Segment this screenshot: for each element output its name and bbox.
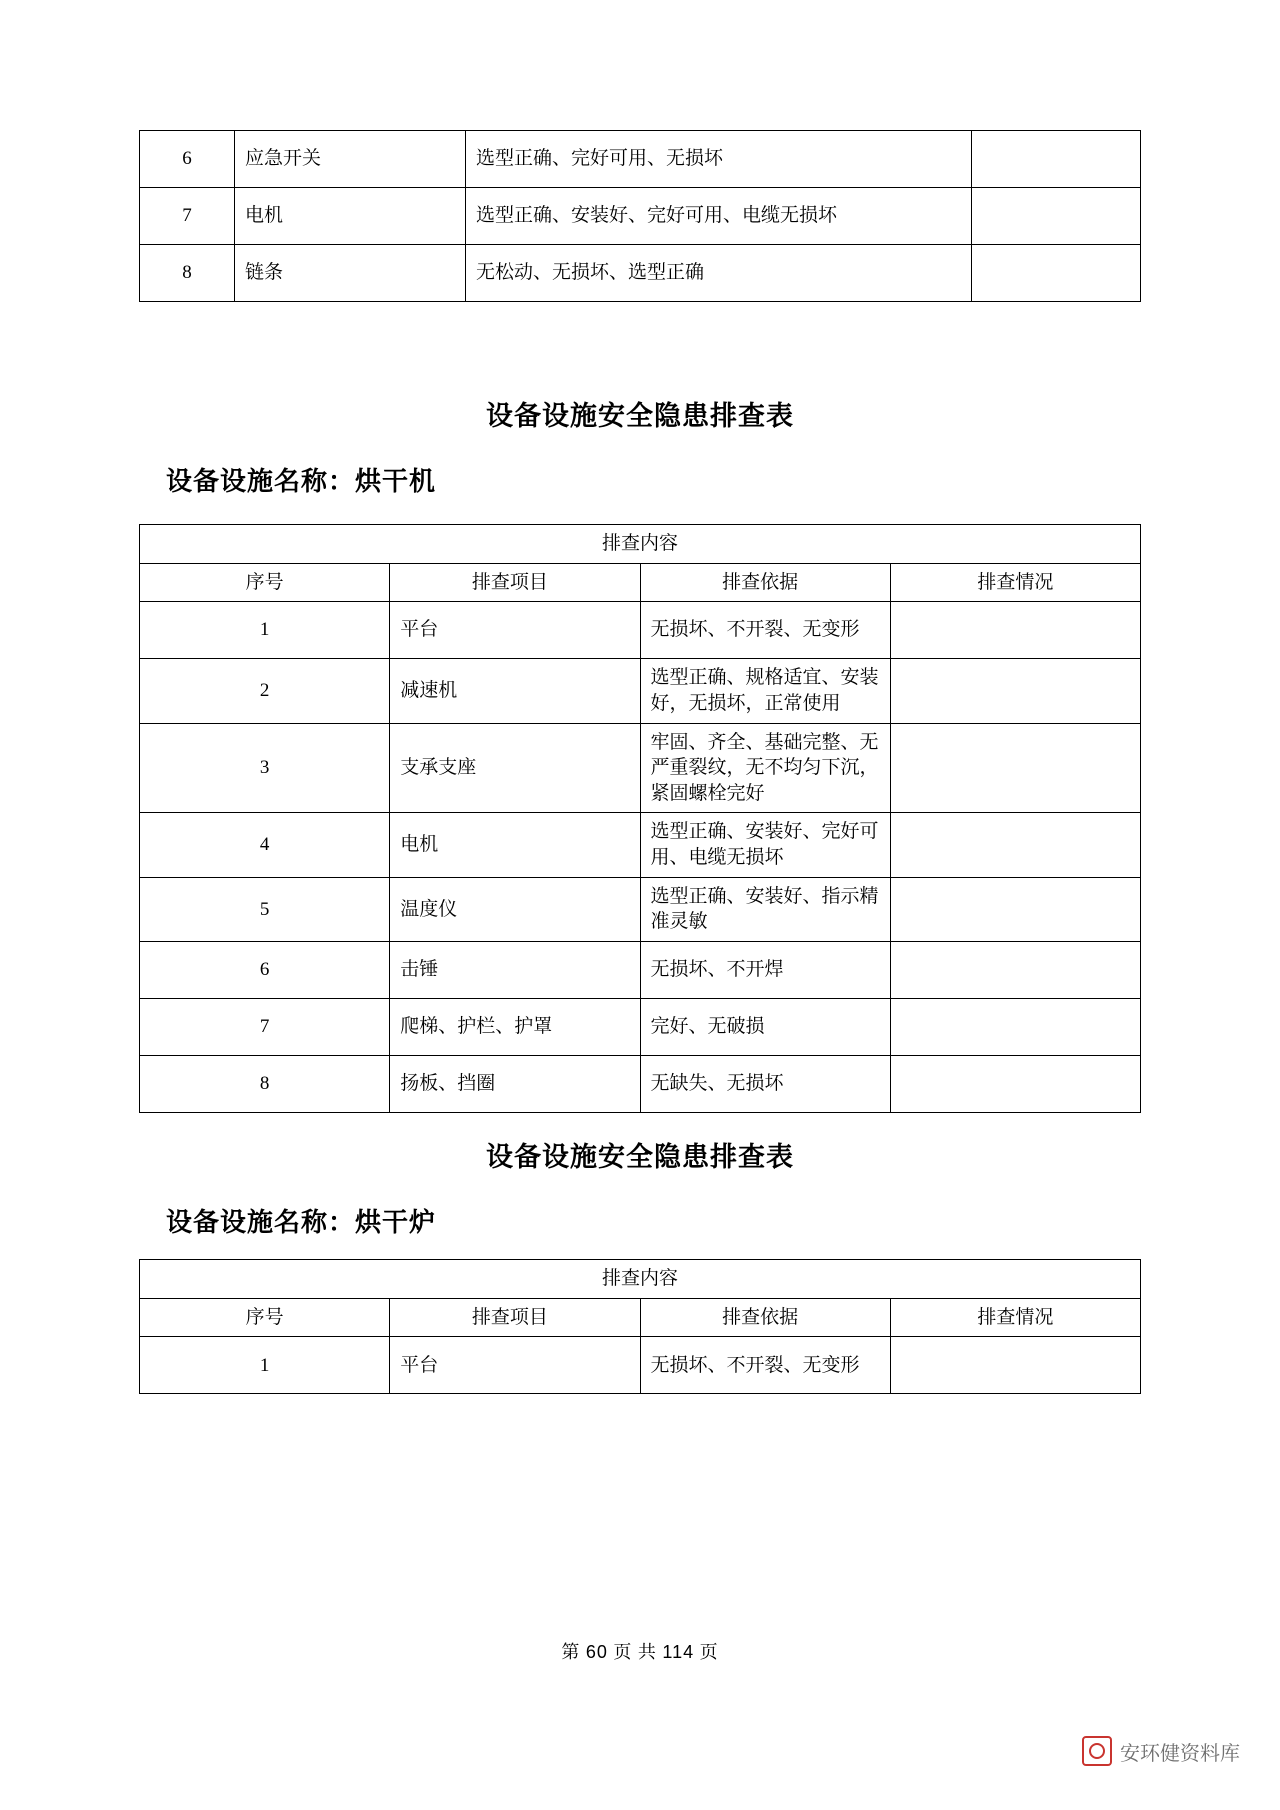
table-header-span-row: [140, 1260, 1141, 1299]
row-result: [972, 131, 1141, 188]
row-no: 5: [140, 877, 390, 941]
row-item: 电机: [235, 188, 466, 245]
row-basis: 完好、无破损: [640, 999, 890, 1056]
row-basis: 无松动、无损坏、选型正确: [466, 245, 972, 302]
row-result: [890, 942, 1140, 999]
column-header-no: 序号: [140, 563, 390, 602]
table-header-span-row: [140, 525, 1141, 564]
row-basis: 无损坏、不开焊: [640, 942, 890, 999]
wechat-logo-icon: [1082, 1736, 1112, 1766]
table-header-span: 排查内容: [140, 1260, 1141, 1299]
table-row: [140, 245, 1141, 302]
row-basis: 无缺失、无损坏: [640, 1056, 890, 1113]
row-no: 1: [140, 602, 390, 659]
table-row: [140, 602, 1141, 659]
row-item: 链条: [235, 245, 466, 302]
row-item: 应急开关: [235, 131, 466, 188]
row-item: 减速机: [390, 659, 640, 723]
table-header-row: [140, 563, 1141, 602]
column-header-result: 排查情况: [890, 1298, 1140, 1337]
table-row: [140, 877, 1141, 941]
checklist-table-furnace: [139, 1259, 1141, 1394]
table-row: [140, 188, 1141, 245]
row-no: 8: [140, 245, 235, 302]
row-item: 温度仪: [390, 877, 640, 941]
row-result: [890, 723, 1140, 813]
row-basis: 无损坏、不开裂、无变形: [640, 602, 890, 659]
row-no: 8: [140, 1056, 390, 1113]
footer-total-pages: 114: [662, 1642, 695, 1662]
row-result: [890, 813, 1140, 877]
table-header-span: 排查内容: [140, 525, 1141, 564]
row-basis: 选型正确、安装好、完好可用、电缆无损坏: [466, 188, 972, 245]
column-header-item: 排查项目: [390, 563, 640, 602]
table-header-row: [140, 1298, 1141, 1337]
row-no: 4: [140, 813, 390, 877]
row-result: [890, 659, 1140, 723]
row-basis: 选型正确、安装好、指示精准灵敏: [640, 877, 890, 941]
checklist-table-dryer: [139, 524, 1141, 1113]
row-basis: 选型正确、完好可用、无损坏: [466, 131, 972, 188]
row-no: 6: [140, 131, 235, 188]
table-row: [140, 131, 1141, 188]
table-row: [140, 1056, 1141, 1113]
row-item: 平台: [390, 602, 640, 659]
row-item: 扬板、挡圈: [390, 1056, 640, 1113]
column-header-basis: 排查依据: [640, 563, 890, 602]
row-basis: 无损坏、不开裂、无变形: [640, 1337, 890, 1394]
row-item: 爬梯、护栏、护罩: [390, 999, 640, 1056]
row-item: 电机: [390, 813, 640, 877]
row-result: [890, 1056, 1140, 1113]
row-result: [890, 602, 1140, 659]
footer-prefix: 第: [561, 1642, 581, 1662]
row-result: [972, 245, 1141, 302]
row-result: [890, 999, 1140, 1056]
row-no: 1: [140, 1337, 390, 1394]
row-result: [890, 877, 1140, 941]
table-row: [140, 999, 1141, 1056]
row-basis: 选型正确、规格适宜、安装好，无损坏，正常使用: [640, 659, 890, 723]
table-row: [140, 659, 1141, 723]
row-result: [890, 1337, 1140, 1394]
row-basis: 选型正确、安装好、完好可用、电缆无损坏: [640, 813, 890, 877]
equipment-name-dryer: 设备设施名称：烘干机: [166, 467, 437, 496]
row-result: [972, 188, 1141, 245]
column-header-basis: 排查依据: [640, 1298, 890, 1337]
table-row: [140, 813, 1141, 877]
row-no: 6: [140, 942, 390, 999]
checklist-table-continued: [139, 130, 1141, 302]
equipment-name-furnace: 设备设施名称：烘干炉: [166, 1208, 437, 1238]
page-footer: [0, 1638, 1280, 1664]
footer-page-number: 60: [585, 1642, 608, 1662]
section-title-furnace: 设备设施安全隐患排查表: [486, 1142, 794, 1173]
top-table-wrapper: [48, 0, 1232, 302]
column-header-no: 序号: [140, 1298, 390, 1337]
row-item: 平台: [390, 1337, 640, 1394]
column-header-item: 排查项目: [390, 1298, 640, 1337]
row-item: 支承支座: [390, 723, 640, 813]
row-no: 3: [140, 723, 390, 813]
section-title-dryer: 设备设施安全隐患排查表: [486, 401, 794, 431]
watermark-badge: [1082, 1736, 1240, 1766]
row-no: 2: [140, 659, 390, 723]
footer-suffix: 页: [699, 1642, 719, 1662]
row-item: 击锤: [390, 942, 640, 999]
watermark-label: 安环健资料库: [1120, 1742, 1240, 1765]
row-no: 7: [140, 188, 235, 245]
table-row: [140, 723, 1141, 813]
row-no: 7: [140, 999, 390, 1056]
column-header-result: 排查情况: [890, 563, 1140, 602]
footer-middle: 页 共: [613, 1642, 657, 1662]
table-row: [140, 942, 1141, 999]
row-basis: 牢固、齐全、基础完整、无严重裂纹，无不均匀下沉，紧固螺栓完好: [640, 723, 890, 813]
table-row: [140, 1337, 1141, 1394]
